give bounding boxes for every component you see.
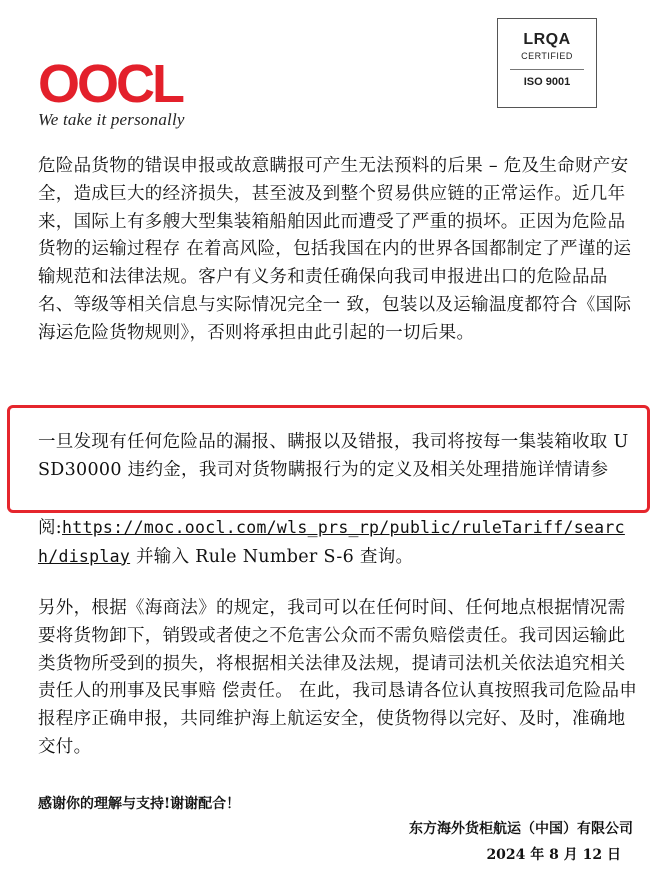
- cert-status: CERTIFIED: [521, 51, 573, 61]
- paragraph-penalty: 一旦发现有任何危险品的漏报、瞒报以及错报，我司将按每一集装箱收取 USD30000 违约金，我司对货物瞒报行为的定义及相关处理措施详情请参: [38, 432, 629, 480]
- oocl-logo: [38, 54, 185, 130]
- paragraph-warning: 危险品货物的错误申报或故意瞒报可产生无法预料的后果 – 危及生命财产安全，造成巨大的经济损失，甚至波及到整个贸易供应链的正常运作。近几年来，国际上有多艘大型集装箱船舶因此而遭受了严重的损坏。正因为危险品货物的运输过程存 在着高风险，包括我国在内的世界各国都制定了严谨的运输规范和法律法规。客户有义务和责任确保向我司申报进出口的危险品品名、等级等相关信息与实际情况完全一 致，包装以及运输温度都符合《国际海运危险货物规则》，否则将承担由此引起的一切后果。: [38, 156, 632, 343]
- reference-prefix: 阅:: [38, 518, 62, 538]
- cert-standard: ISO 9001: [523, 76, 571, 88]
- company-name: 东方海外货柜航运（中国）有限公司: [409, 821, 633, 837]
- cert-brand: LRQA: [523, 31, 571, 48]
- reference-suffix: 并输入 Rule Number S-6 查询。: [130, 546, 414, 567]
- rule-tariff-link[interactable]: https://moc.oocl.com/wls_prs_rp/public/ruleTariff/search/display: [38, 518, 625, 566]
- paragraph-maritime-law: 另外，根据《海商法》的规定，我司可以在任何时间、任何地点根据情况需要将货物卸下，销毁或者使之不危害公众而不需负赔偿责任。我司因运输此类货物所受到的损失，将根据相关法律及法规，提请司法机关依法追究相关责任人的刑事及民事赔 偿责任。 在此，我司恳请各位认真按照我司危险品申报程序正确申报，共同维护海上航运安全，使货物得以完好、及时，准确地交付。: [38, 598, 638, 757]
- paragraph-reference: [38, 514, 638, 572]
- logo-wordmark: [38, 54, 185, 114]
- certification-badge: [497, 18, 597, 108]
- thanks-note: 感谢你的理解与支持!谢谢配合！: [38, 796, 241, 812]
- logo-text: OOCL: [38, 54, 182, 114]
- cert-divider: [510, 69, 584, 70]
- document-date: 2024 年 8 月 12 日: [486, 847, 621, 863]
- logo-tagline: We take it personally: [38, 110, 185, 129]
